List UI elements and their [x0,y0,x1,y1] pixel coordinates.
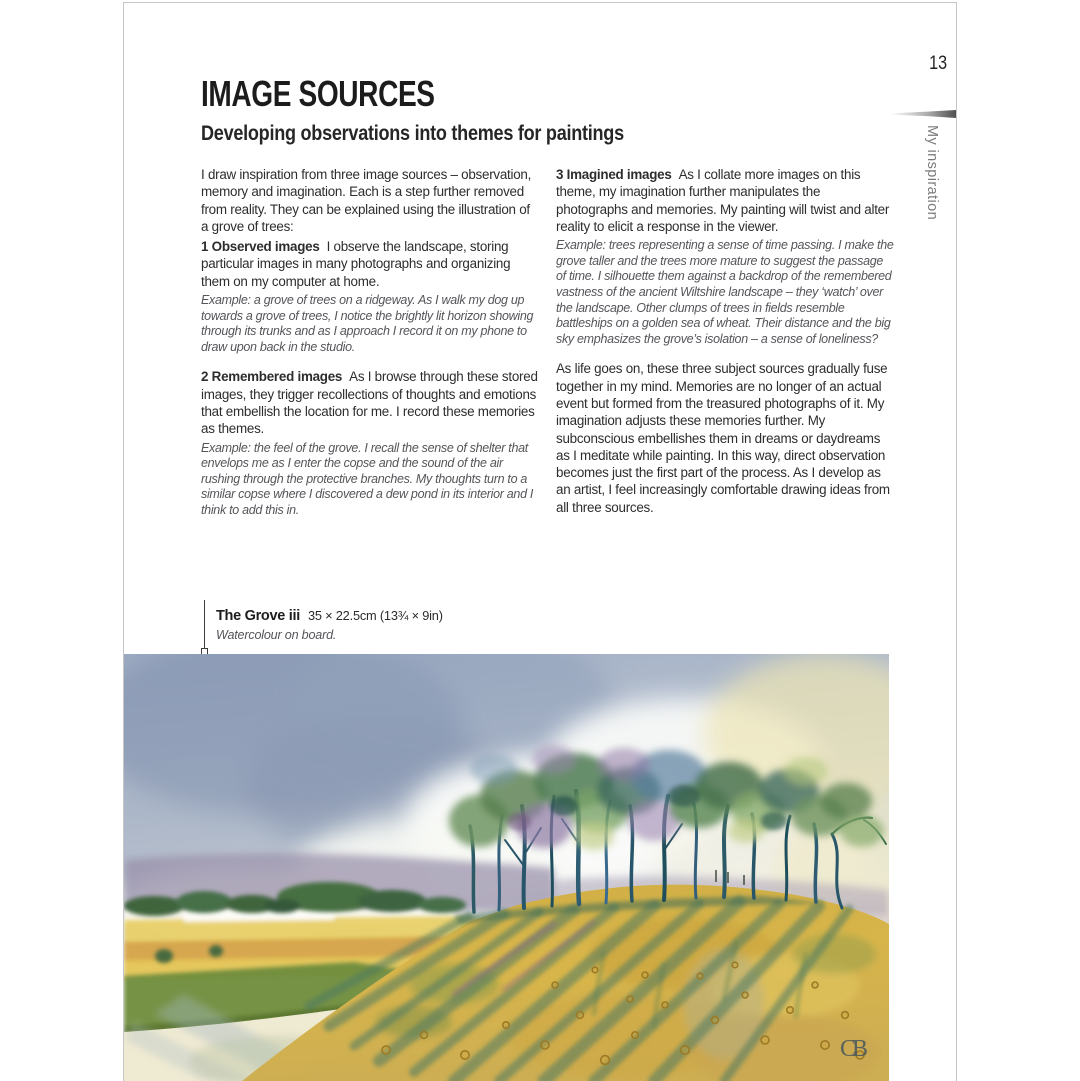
figure-caption [201,599,443,642]
observed-example: Example: a grove of trees on a ridgeway. As I walk my dog up towards a grove of trees, I notice the brightly lit horizon showing through its trunks and as I approach I record it on my phone to draw upon back in the studio. [201,293,534,354]
chapter-header [201,73,693,146]
artwork-dimensions: 35 × 22.5cm (13¾ × 9in) [307,608,443,623]
paragraph-text: As I browse through these stored images, they trigger recollections of thoughts and emotions that embellish the location for me. I record these memories as themes. [201,369,538,437]
imagined-example: Example: trees representing a sense of time passing. I make the grove taller and the trees more mature to suggest the passage of time. I silhouette them against a backdrop of the remembered vastness of the ancient Wiltshire landscape – they ‘watch’ over the landscape. Other clumps of trees in fields resemble battleships on a golden sea of wheat. Their distance and the big sky emphasizes the grove’s isolation – a sense of loneliness? [556,238,894,346]
imagined-images-paragraph [556,166,895,235]
paragraph-text: I observe the landscape, storing particular images in many photographs and organizing them on my computer at home. [201,239,511,289]
intro-paragraph [201,166,540,235]
page-number: 13 [929,53,947,74]
caption-text [216,599,443,642]
paragraph-text: As I collate more images on this theme, my imagination further manipulates the photographs and memories. My painting will twist and alter reality to elicit a response in the viewer. [556,167,890,234]
artwork-title: The Grove iii [216,608,300,624]
right-column [556,166,895,532]
run-in-head: 3 Imagined images [556,167,672,182]
section-tab-label: My inspiration [924,125,940,221]
run-in-head: 1 Observed images [201,239,320,255]
run-in-head: 2 Remembered images [201,369,343,385]
artwork-medium: Watercolour on board. [216,628,337,642]
artist-signature: CB [840,1036,865,1062]
page-subtitle: Developing observations into themes for paintings [201,122,624,145]
brushstroke-divider [890,110,956,118]
caption-rule [204,600,205,648]
book-page [123,2,957,1081]
painting-the-grove-iii [124,654,889,1081]
body-columns [201,166,895,532]
closing-paragraph: As life goes on, these three subject sources gradually fuse together in my mind. Memories are no longer of an actual event but formed from the treasured photographs of it. My imagination adjusts these memories further. My subconscious embellishes them in dreams or daydreams as I meditate while painting. In this way, direct observation becomes just the first part of the process. As I develop as an artist, I feel increasingly comfortable drawing ideas from all three sources. [556,361,890,515]
remembered-images-paragraph [201,368,540,437]
remembered-example: Example: the feel of the grove. I recall the sense of shelter that envelops me as I enter the copse and the sound of the air rushing through the protective branches. My thoughts turn to a similar copse where I discovered a dew pond in its interior and I think to add this in. [201,440,534,518]
left-column [201,166,540,532]
paragraph-text: I draw inspiration from three image sources – observation, memory and imagination. Each is a step further removed from reality. They can be explained using the illustration of a grove of trees: [201,167,532,234]
page-title: IMAGE SOURCES [201,73,435,114]
observed-images-paragraph [201,238,540,290]
